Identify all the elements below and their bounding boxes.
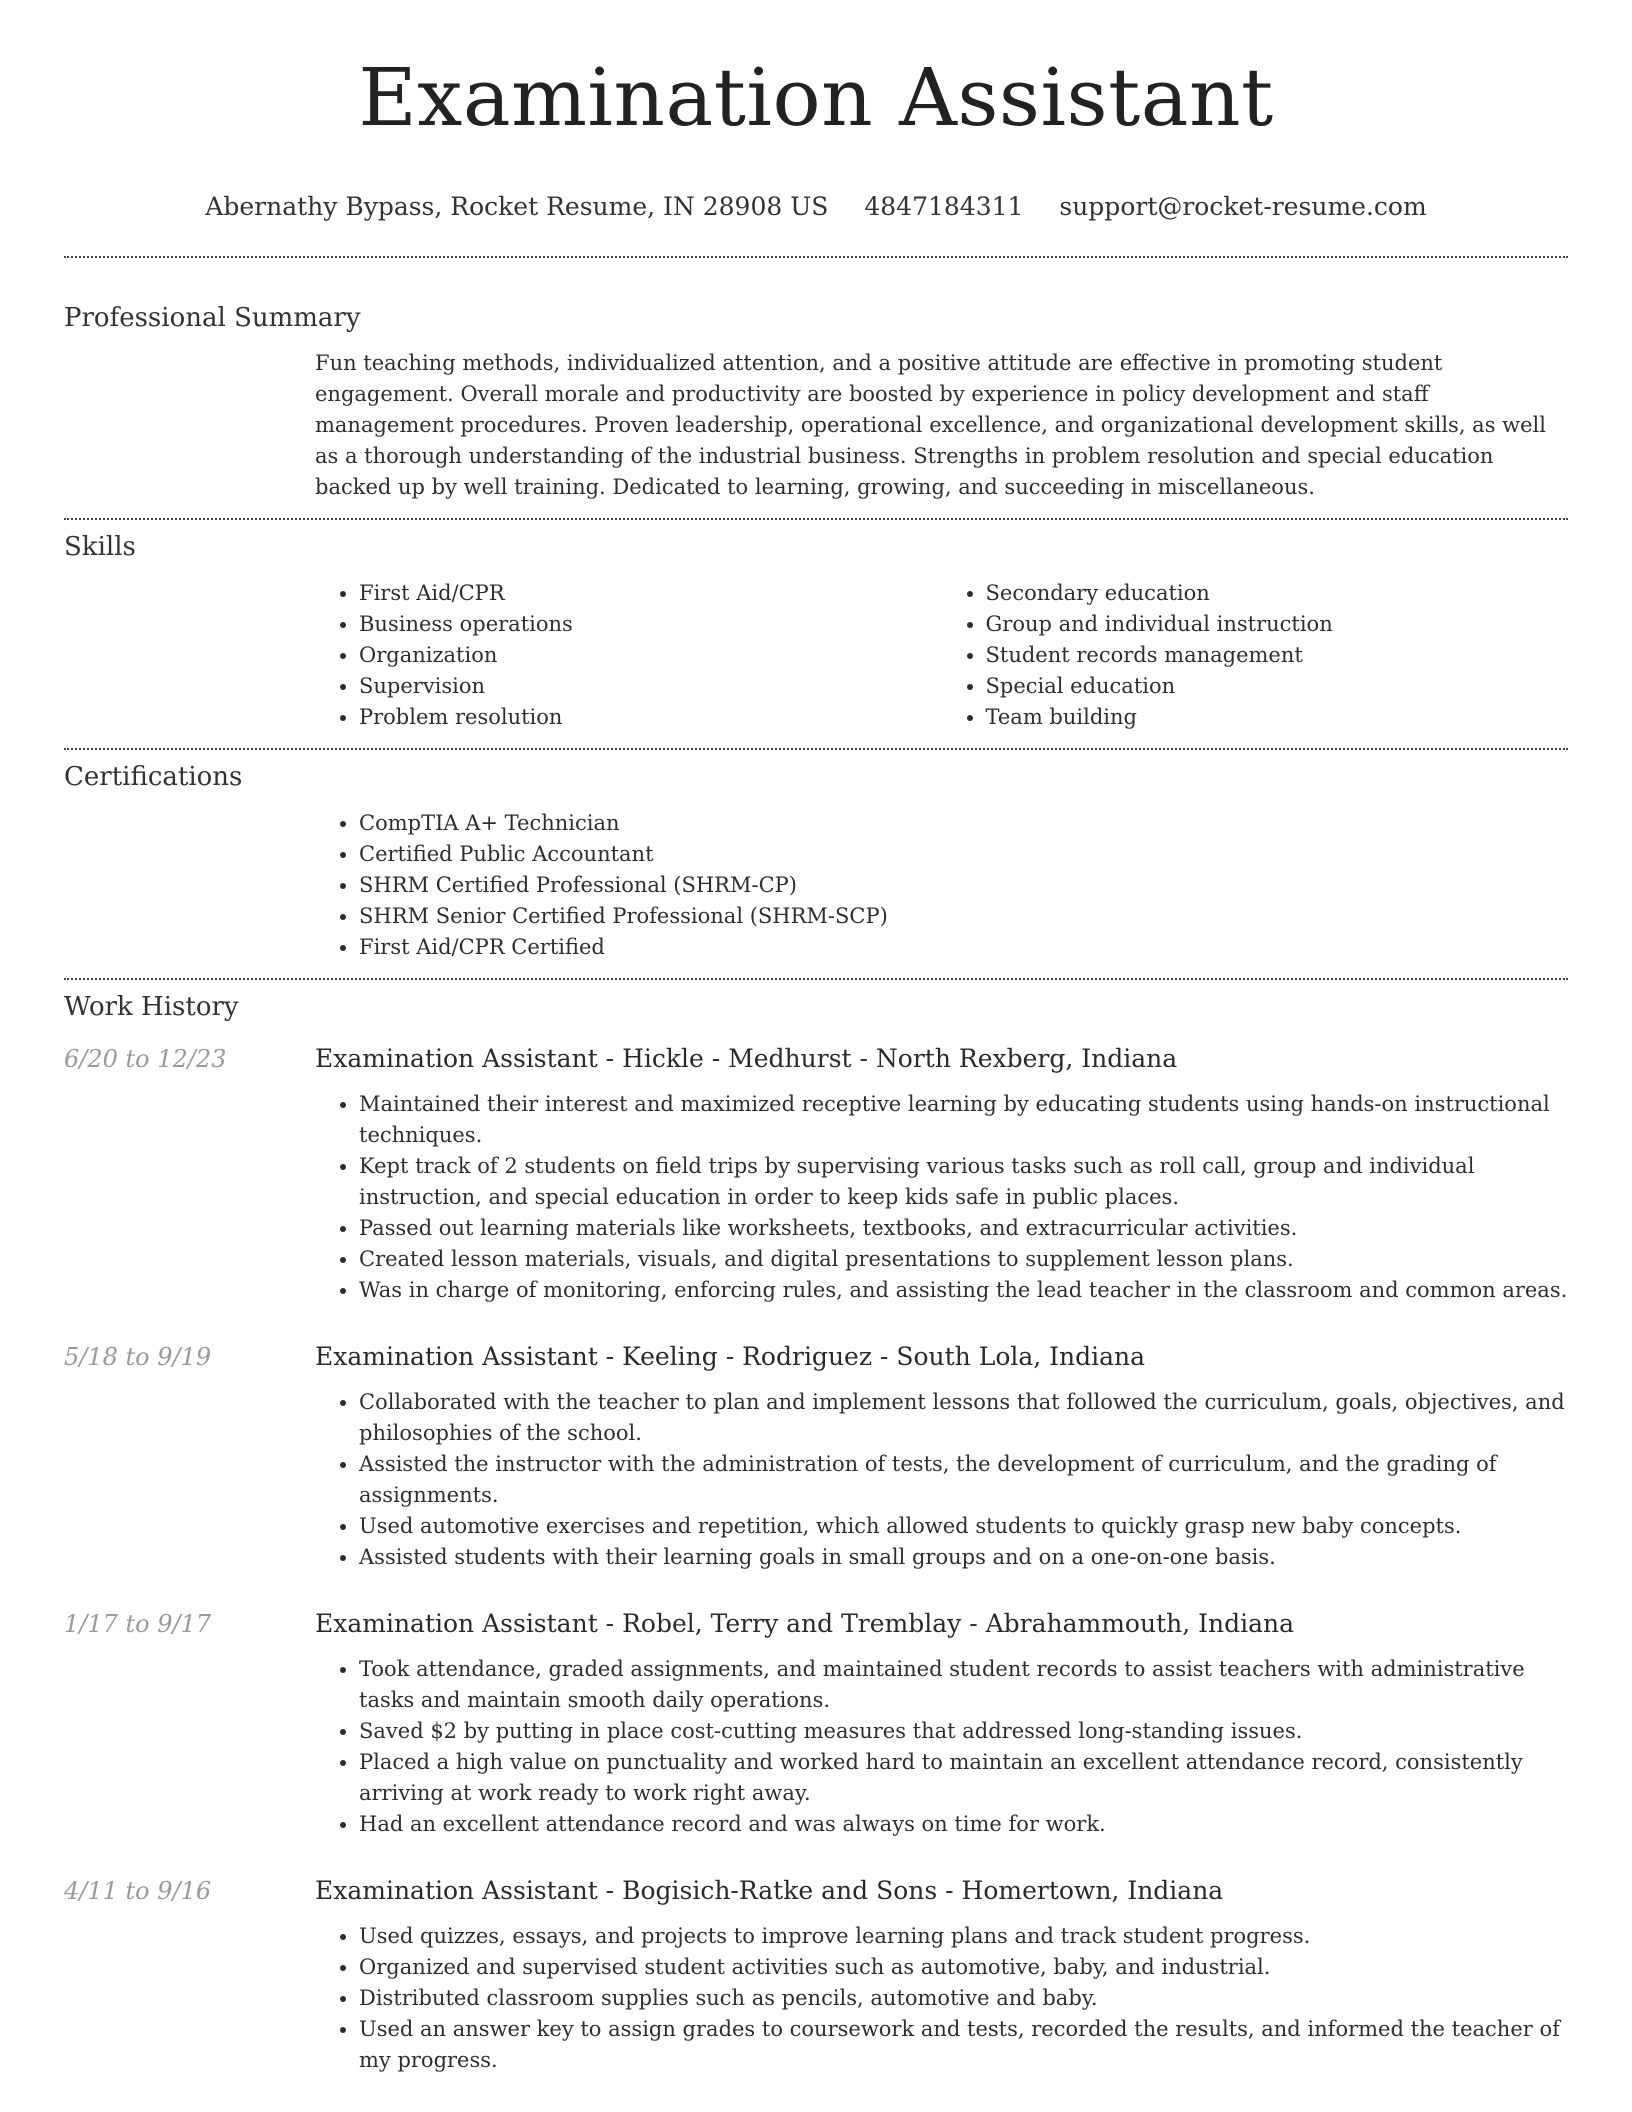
job-title: Examination Assistant - Bogisich-Ratke and Sons - Homertown, Indiana xyxy=(315,1875,1224,1905)
skill-item: • Team building xyxy=(986,702,1569,733)
job-bullet: • Kept track of 2 students on field trips by supervising various tasks such as roll call, group and individual instruction, and special education in order to keep kids safe in public places. xyxy=(359,1151,1568,1213)
summary-section xyxy=(64,303,1568,503)
job-header xyxy=(64,1342,1568,1371)
resume-page xyxy=(64,0,1568,2076)
certification-item: • Certified Public Accountant xyxy=(359,839,1568,870)
skill-item: • Student records management xyxy=(986,640,1569,671)
job-entry xyxy=(64,1876,1568,2076)
job-bullet: • Assisted students with their learning goals in small groups and on a one-on-one basis. xyxy=(359,1542,1568,1573)
contact-address: Abernathy Bypass, Rocket Resume, IN 28908 US xyxy=(205,191,829,221)
job-bullet: • Was in charge of monitoring, enforcing rules, and assisting the lead teacher in the classroom and common areas. xyxy=(359,1275,1568,1306)
job-bullet: • Used quizzes, essays, and projects to improve learning plans and track student progress. xyxy=(359,1921,1568,1952)
job-dates: 5/18 to 9/19 xyxy=(64,1342,212,1371)
skills-list-right xyxy=(942,578,1569,733)
skill-item: • Special education xyxy=(986,671,1569,702)
job-bullet: • Used automotive exercises and repetition, which allowed students to quickly grasp new baby concepts. xyxy=(359,1511,1568,1542)
skill-item: • Secondary education xyxy=(986,578,1569,609)
summary-heading: Professional Summary xyxy=(64,302,361,333)
job-body xyxy=(315,1089,1568,1306)
contact-email[interactable]: support@rocket-resume.com xyxy=(1059,191,1427,221)
job-dates: 1/17 to 9/17 xyxy=(64,1609,212,1638)
job-title: Examination Assistant - Keeling - Rodriguez - South Lola, Indiana xyxy=(315,1341,1146,1371)
job-header xyxy=(64,1609,1568,1638)
skill-item: • Organization xyxy=(359,640,942,671)
resume-name-title: Examination Assistant xyxy=(358,51,1274,144)
section-divider xyxy=(64,748,1568,750)
certifications-list xyxy=(315,808,1568,963)
section-divider xyxy=(64,978,1568,980)
job-bullet: • Had an excellent attendance record and was always on time for work. xyxy=(359,1809,1568,1840)
certifications-section xyxy=(64,762,1568,963)
job-dates: 6/20 to 12/23 xyxy=(64,1044,227,1073)
job-bullet: • Maintained their interest and maximized receptive learning by educating students using hands-on instructional techniques. xyxy=(359,1089,1568,1151)
skill-item: • Supervision xyxy=(359,671,942,702)
skill-item: • First Aid/CPR xyxy=(359,578,942,609)
job-bullet: • Created lesson materials, visuals, and digital presentations to supplement lesson plans. xyxy=(359,1244,1568,1275)
job-bullets xyxy=(315,1921,1568,2076)
job-bullets xyxy=(315,1654,1568,1840)
job-bullet: • Used an answer key to assign grades to coursework and tests, recorded the results, and informed the teacher of my progress. xyxy=(359,2014,1568,2076)
certification-item: • CompTIA A+ Technician xyxy=(359,808,1568,839)
job-bullet: • Organized and supervised student activities such as automotive, baby, and industrial. xyxy=(359,1952,1568,1983)
contact-phone: 4847184311 xyxy=(864,191,1024,221)
work-history-section xyxy=(64,992,1568,2076)
certification-item: • SHRM Senior Certified Professional (SHRM-SCP) xyxy=(359,901,1568,932)
skills-heading: Skills xyxy=(64,531,136,562)
skills-grid xyxy=(315,578,1568,733)
job-bullet: • Distributed classroom supplies such as pencils, automotive and baby. xyxy=(359,1983,1568,2014)
job-bullets xyxy=(315,1387,1568,1573)
certification-item: • SHRM Certified Professional (SHRM-CP) xyxy=(359,870,1568,901)
certification-item: • First Aid/CPR Certified xyxy=(359,932,1568,963)
job-entry xyxy=(64,1342,1568,1573)
job-header xyxy=(64,1044,1568,1073)
job-bullet: • Placed a high value on punctuality and worked hard to maintain an excellent attendance record, consistently arriving at work ready to work right away. xyxy=(359,1747,1568,1809)
job-body xyxy=(315,1654,1568,1840)
skill-item: • Problem resolution xyxy=(359,702,942,733)
job-title: Examination Assistant - Robel, Terry and Tremblay - Abrahammouth, Indiana xyxy=(315,1608,1295,1638)
job-dates: 4/11 to 9/16 xyxy=(64,1876,212,1905)
skills-list-left xyxy=(315,578,942,733)
contact-line xyxy=(64,192,1568,221)
certifications-body xyxy=(315,808,1568,963)
section-divider xyxy=(64,256,1568,258)
job-bullet: • Passed out learning materials like worksheets, textbooks, and extracurricular activities. xyxy=(359,1213,1568,1244)
job-bullet: • Assisted the instructor with the administration of tests, the development of curriculum, and the grading of assignments. xyxy=(359,1449,1568,1511)
job-title: Examination Assistant - Hickle - Medhurst - North Rexberg, Indiana xyxy=(315,1043,1178,1073)
skill-item: • Group and individual instruction xyxy=(986,609,1569,640)
job-bullet: • Saved $2 by putting in place cost-cutting measures that addressed long-standing issues. xyxy=(359,1716,1568,1747)
job-body xyxy=(315,1387,1568,1573)
section-divider xyxy=(64,518,1568,520)
job-bullet: • Collaborated with the teacher to plan and implement lessons that followed the curriculum, goals, objectives, and philosophies of the school. xyxy=(359,1387,1568,1449)
skills-section xyxy=(64,532,1568,733)
certifications-heading: Certifications xyxy=(64,761,243,792)
work-history-heading: Work History xyxy=(64,991,239,1022)
skill-item: • Business operations xyxy=(359,609,942,640)
job-entry xyxy=(64,1044,1568,1306)
job-header xyxy=(64,1876,1568,1905)
job-body xyxy=(315,1921,1568,2076)
summary-text: Fun teaching methods, individualized attention, and a positive attitude are effective in promoting student engagement. Overall morale and productivity are boosted by experience in policy development and staff management procedures. Proven leadership, operational excellence, and organizational development skills, as well as a thorough understanding of the industrial business. Strengths in problem resolution and special education backed up by well training. Dedicated to learning, growing, and succeeding in miscellaneous. xyxy=(315,350,1546,499)
job-entry xyxy=(64,1609,1568,1840)
job-bullets xyxy=(315,1089,1568,1306)
job-bullet: • Took attendance, graded assignments, and maintained student records to assist teachers with administrative tasks and maintain smooth daily operations. xyxy=(359,1654,1568,1716)
